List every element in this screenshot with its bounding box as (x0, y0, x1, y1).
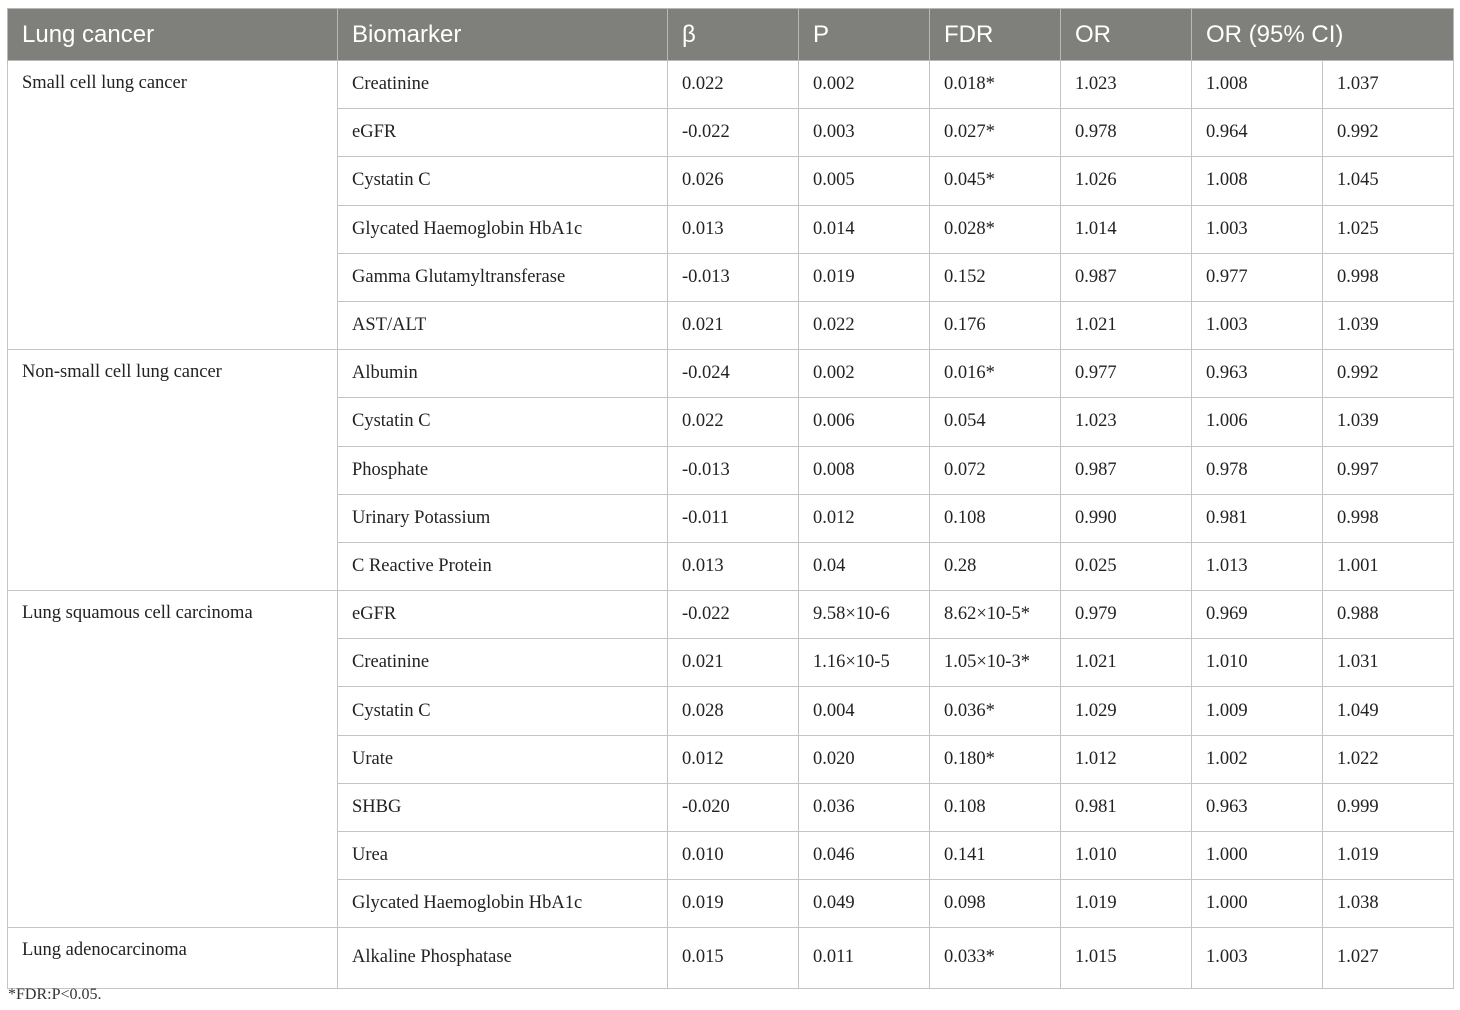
cell-cancer-type: Small cell lung cancer (8, 61, 338, 350)
footnote: *FDR:P<0.05. (8, 986, 102, 1003)
header-or-ci: OR (95% CI) (1192, 9, 1454, 61)
cell-ci-lower: 0.977 (1192, 253, 1323, 301)
cell-p-value: 0.002 (799, 350, 930, 398)
header-beta: β (668, 9, 799, 61)
cell-p-value: 0.003 (799, 109, 930, 157)
cell-beta: -0.024 (668, 350, 799, 398)
cell-ci-lower: 1.006 (1192, 398, 1323, 446)
cell-p-value: 0.008 (799, 446, 930, 494)
cell-p-value: 1.16×10-5 (799, 639, 930, 687)
cell-or: 1.026 (1061, 157, 1192, 205)
table-row (8, 61, 1454, 109)
cell-fdr: 0.028* (930, 205, 1061, 253)
header-biomarker: Biomarker (338, 9, 668, 61)
cell-or: 1.014 (1061, 205, 1192, 253)
cell-biomarker: eGFR (338, 109, 668, 157)
cell-or: 1.019 (1061, 880, 1192, 928)
cell-fdr: 0.152 (930, 253, 1061, 301)
cell-p-value: 0.046 (799, 832, 930, 880)
cell-ci-upper: 0.992 (1323, 350, 1454, 398)
cell-fdr: 0.033* (930, 928, 1061, 988)
cell-fdr: 0.027* (930, 109, 1061, 157)
cell-ci-lower: 1.000 (1192, 832, 1323, 880)
table-row (8, 350, 1454, 398)
cell-ci-lower: 0.981 (1192, 494, 1323, 542)
cell-fdr: 0.016* (930, 350, 1061, 398)
header-or: OR (1061, 9, 1192, 61)
cell-or: 1.021 (1061, 639, 1192, 687)
cell-fdr: 0.045* (930, 157, 1061, 205)
cell-fdr: 0.098 (930, 880, 1061, 928)
cell-fdr: 0.180* (930, 735, 1061, 783)
cell-biomarker: Phosphate (338, 446, 668, 494)
cell-p-value: 0.049 (799, 880, 930, 928)
cell-or: 0.987 (1061, 253, 1192, 301)
cell-beta: 0.013 (668, 205, 799, 253)
cell-p-value: 0.004 (799, 687, 930, 735)
results-table (7, 8, 1454, 989)
cell-beta: 0.012 (668, 735, 799, 783)
cell-beta: -0.020 (668, 783, 799, 831)
cell-beta: 0.015 (668, 928, 799, 988)
cell-p-value: 0.014 (799, 205, 930, 253)
cell-biomarker: Glycated Haemoglobin HbA1c (338, 205, 668, 253)
cell-ci-upper: 1.025 (1323, 205, 1454, 253)
cell-beta: -0.013 (668, 253, 799, 301)
cell-ci-lower: 0.969 (1192, 591, 1323, 639)
cell-ci-lower: 1.002 (1192, 735, 1323, 783)
cell-beta: 0.022 (668, 398, 799, 446)
cell-ci-lower: 1.003 (1192, 301, 1323, 349)
cell-fdr: 0.141 (930, 832, 1061, 880)
cell-ci-upper: 1.039 (1323, 301, 1454, 349)
cell-or: 1.010 (1061, 832, 1192, 880)
cell-or: 1.023 (1061, 398, 1192, 446)
cell-ci-lower: 1.008 (1192, 157, 1323, 205)
cell-or: 0.990 (1061, 494, 1192, 542)
cell-ci-lower: 1.003 (1192, 205, 1323, 253)
cell-beta: 0.028 (668, 687, 799, 735)
cell-p-value: 0.019 (799, 253, 930, 301)
cell-biomarker: Cystatin C (338, 157, 668, 205)
cell-p-value: 0.002 (799, 61, 930, 109)
cell-ci-upper: 1.039 (1323, 398, 1454, 446)
cell-ci-lower: 0.978 (1192, 446, 1323, 494)
cell-ci-upper: 0.997 (1323, 446, 1454, 494)
table-row (8, 928, 1454, 988)
cell-or: 0.977 (1061, 350, 1192, 398)
cell-ci-lower: 0.963 (1192, 350, 1323, 398)
cell-cancer-type: Lung adenocarcinoma (8, 928, 338, 988)
cell-ci-upper: 0.988 (1323, 591, 1454, 639)
cell-fdr: 8.62×10-5* (930, 591, 1061, 639)
cell-ci-lower: 1.000 (1192, 880, 1323, 928)
cell-or: 0.978 (1061, 109, 1192, 157)
header-row (8, 9, 1454, 61)
cell-beta: 0.022 (668, 61, 799, 109)
cell-or: 1.015 (1061, 928, 1192, 988)
cell-ci-lower: 1.009 (1192, 687, 1323, 735)
cell-beta: 0.010 (668, 832, 799, 880)
cell-beta: 0.021 (668, 639, 799, 687)
cell-beta: -0.011 (668, 494, 799, 542)
cell-fdr: 0.176 (930, 301, 1061, 349)
cell-ci-upper: 1.049 (1323, 687, 1454, 735)
cell-beta: -0.022 (668, 109, 799, 157)
cell-or: 1.012 (1061, 735, 1192, 783)
cell-biomarker: C Reactive Protein (338, 542, 668, 590)
cell-or: 0.987 (1061, 446, 1192, 494)
cell-p-value: 0.020 (799, 735, 930, 783)
cell-fdr: 0.072 (930, 446, 1061, 494)
cell-beta: -0.013 (668, 446, 799, 494)
cell-biomarker: Creatinine (338, 639, 668, 687)
cell-biomarker: eGFR (338, 591, 668, 639)
cell-fdr: 0.108 (930, 494, 1061, 542)
cell-or: 0.981 (1061, 783, 1192, 831)
cell-ci-lower: 0.963 (1192, 783, 1323, 831)
cell-beta: 0.026 (668, 157, 799, 205)
cell-ci-upper: 1.001 (1323, 542, 1454, 590)
cell-biomarker: Cystatin C (338, 687, 668, 735)
cell-p-value: 0.005 (799, 157, 930, 205)
cell-beta: -0.022 (668, 591, 799, 639)
cell-beta: 0.019 (668, 880, 799, 928)
cell-biomarker: Albumin (338, 350, 668, 398)
cell-biomarker: Alkaline Phosphatase (338, 928, 668, 988)
cell-fdr: 1.05×10-3* (930, 639, 1061, 687)
cell-biomarker: Urate (338, 735, 668, 783)
cell-biomarker: Urea (338, 832, 668, 880)
cell-ci-upper: 1.022 (1323, 735, 1454, 783)
cell-biomarker: Cystatin C (338, 398, 668, 446)
cell-ci-upper: 0.992 (1323, 109, 1454, 157)
cell-p-value: 0.04 (799, 542, 930, 590)
cell-or: 1.023 (1061, 61, 1192, 109)
cell-or: 1.021 (1061, 301, 1192, 349)
cell-p-value: 0.012 (799, 494, 930, 542)
cell-ci-upper: 1.045 (1323, 157, 1454, 205)
cell-beta: 0.021 (668, 301, 799, 349)
cell-biomarker: Urinary Potassium (338, 494, 668, 542)
header-lung-cancer: Lung cancer (8, 9, 338, 61)
header-fdr: FDR (930, 9, 1061, 61)
cell-cancer-type: Non-small cell lung cancer (8, 350, 338, 591)
cell-p-value: 0.036 (799, 783, 930, 831)
cell-beta: 0.013 (668, 542, 799, 590)
cell-or: 0.025 (1061, 542, 1192, 590)
cell-biomarker: Glycated Haemoglobin HbA1c (338, 880, 668, 928)
cell-fdr: 0.28 (930, 542, 1061, 590)
cell-p-value: 0.011 (799, 928, 930, 988)
table-row (8, 591, 1454, 639)
cell-fdr: 0.036* (930, 687, 1061, 735)
table-body (8, 61, 1454, 989)
cell-biomarker: SHBG (338, 783, 668, 831)
cell-or: 0.979 (1061, 591, 1192, 639)
cell-ci-upper: 1.019 (1323, 832, 1454, 880)
cell-ci-lower: 0.964 (1192, 109, 1323, 157)
results-table-container (7, 8, 1453, 989)
header-p: P (799, 9, 930, 61)
cell-ci-lower: 1.003 (1192, 928, 1323, 988)
cell-ci-upper: 0.999 (1323, 783, 1454, 831)
cell-ci-lower: 1.010 (1192, 639, 1323, 687)
cell-fdr: 0.108 (930, 783, 1061, 831)
cell-ci-lower: 1.008 (1192, 61, 1323, 109)
cell-biomarker: AST/ALT (338, 301, 668, 349)
cell-ci-upper: 0.998 (1323, 494, 1454, 542)
cell-fdr: 0.054 (930, 398, 1061, 446)
cell-p-value: 9.58×10-6 (799, 591, 930, 639)
cell-fdr: 0.018* (930, 61, 1061, 109)
table-header (8, 9, 1454, 61)
cell-biomarker: Creatinine (338, 61, 668, 109)
cell-cancer-type: Lung squamous cell carcinoma (8, 591, 338, 928)
cell-ci-upper: 1.027 (1323, 928, 1454, 988)
cell-p-value: 0.006 (799, 398, 930, 446)
cell-ci-upper: 1.037 (1323, 61, 1454, 109)
cell-ci-lower: 1.013 (1192, 542, 1323, 590)
cell-p-value: 0.022 (799, 301, 930, 349)
cell-ci-upper: 1.031 (1323, 639, 1454, 687)
cell-ci-upper: 0.998 (1323, 253, 1454, 301)
cell-ci-upper: 1.038 (1323, 880, 1454, 928)
cell-or: 1.029 (1061, 687, 1192, 735)
cell-biomarker: Gamma Glutamyltransferase (338, 253, 668, 301)
